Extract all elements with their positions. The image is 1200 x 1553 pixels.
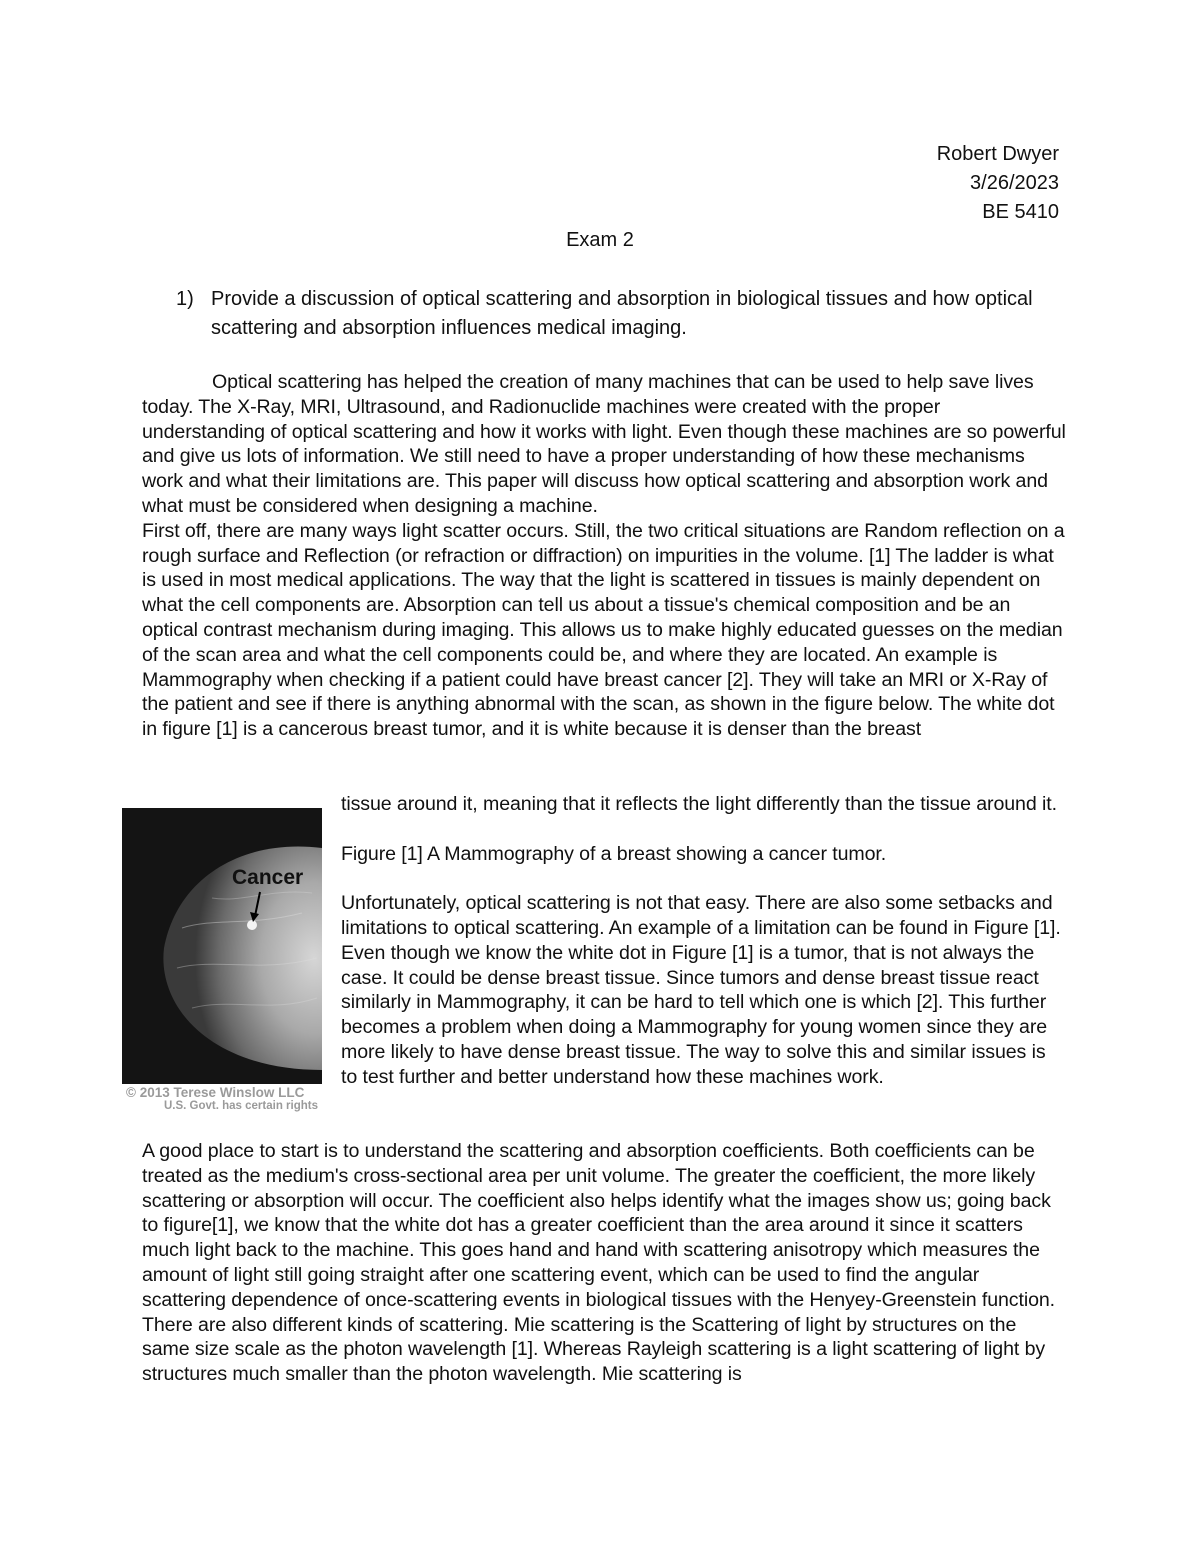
body-lower [142, 1139, 1067, 1387]
question-text: Provide a discussion of optical scattering and absorption in biological tissues and how optical scattering and absorption influences medical imaging. [211, 288, 1033, 339]
author-name: Robert Dwyer [936, 143, 1059, 165]
paragraph-limitations: Unfortunately, optical scattering is not that easy. There are also some setbacks and limitations to optical scattering. An example of a limitation can be found in Figure [1]. Even though we know the white dot in Figure [1] is a tumor, that is not always the case. It could be dense breast tissue. Since tumors and dense breast tissue react similarly in Mammography, it can be hard to tell which one is which [2]. This further becomes a problem when doing a Mammography for young women since they are more likely to have dense breast tissue. The way to solve this and similar issues is to test further and better understand how these machines work. [341, 892, 1061, 1088]
copyright-credit: © 2013 Terese Winslow LLC [126, 1085, 305, 1100]
date: 3/26/2023 [970, 172, 1059, 194]
question-number: 1) [176, 288, 194, 310]
body-upper [142, 370, 1067, 742]
paragraph-scatter-cont: tissue around it, meaning that it reflects the light differently than the tissue around it. [341, 793, 1057, 815]
paragraph-coefficients: A good place to start is to understand the scattering and absorption coefficients. Both coefficients can be treated as the medium's cross-sectional area per unit volume. The greater the coefficient, the more likely scattering or absorption will occur. The coefficient also helps identify what the images show us; going back to figure[1], we know that the white dot has a greater coefficient than the area around it since it scatters much light back to the machine. This goes hand and hand with scattering anisotropy which measures the amount of light still going straight after one scattering event, which can be used to find the angular scattering dependence of once-scattering events in biological tissues with the Henyey-Greenstein function. There are also different kinds of scattering. Mie scattering is the Scattering of light by structures on the same size scale as the photon wavelength [1]. Whereas Rayleigh scattering is a light scattering of light by structures much smaller than the photon wavelength. Mie scattering is [142, 1140, 1056, 1386]
cancer-label: Cancer [232, 866, 304, 889]
paragraph-scatter: First off, there are many ways light scatter occurs. Still, the two critical situations are Random reflection on a rough surface and Reflection (or refraction or diffraction) on impurities in the volume. [1] The ladder is what is used in most medical applications. The way that the light is scattered in tissues is mainly dependent on what the cell components are. Absorption can tell us about a tissue's chemical composition and be an optical contrast mechanism during imaging. This allows us to make highly educated guesses on the median of the scan area and what the cell components could be, and where they are located. An example is Mammography when checking if a patient could have breast cancer [2]. They will take an MRI or X-Ray of the patient and see if there is anything abnormal with the scan, as shown in the figure below. The white dot in figure [1] is a cancerous breast tumor, and it is white because it is denser than the breast [142, 519, 1065, 741]
figure-caption: Figure [1] A Mammography of a breast showing a cancer tumor. [341, 842, 887, 865]
page-title: Exam 2 [566, 229, 634, 251]
tumor-dot [247, 920, 257, 930]
body-beside-figure [341, 792, 1067, 1090]
course-code: BE 5410 [982, 201, 1059, 223]
paragraph-intro: Optical scattering has helped the creation of many machines that can be used to help save lives today. The X-Ray, MRI, Ultrasound, and Radionuclide machines were created with the proper understanding of optical scattering and how it works with light. Even though these machines are so powerful and give us lots of information. We still need to have a proper understanding of how these mechanisms work and what their limitations are. This paper will discuss how optical scattering and absorption work and what must be considered when designing a machine. [142, 371, 1066, 517]
mammography-figure [122, 808, 322, 1113]
mammography-image [122, 808, 322, 1084]
rights-credit: U.S. Govt. has certain rights [163, 1100, 318, 1112]
